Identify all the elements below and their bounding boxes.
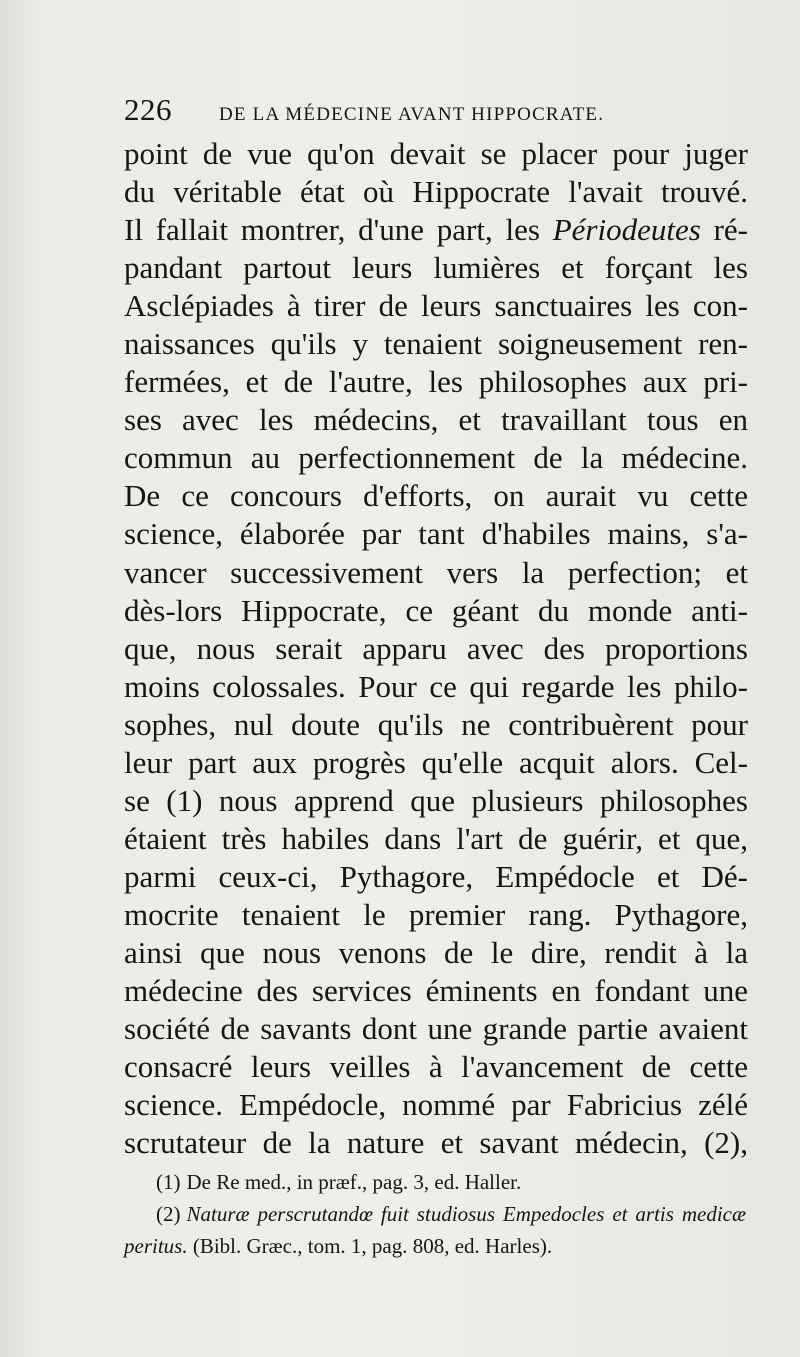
footnote-2 xyxy=(124,1198,748,1230)
text-run: ré- xyxy=(700,212,748,248)
footnote-reference: (Bibl. Græc., tom. 1, pag. 808, ed. Harles). xyxy=(187,1234,553,1258)
text-line: parmi ceux-ci, Pythagore, Empédocle et Dé- xyxy=(124,858,748,894)
footnote-italic-quote: Naturæ perscrutandœ fuit studiosus Empedocles et artis medicæ xyxy=(186,1202,746,1226)
text-line: sophes, nul doute qu'ils ne contribuèrent pour xyxy=(124,706,748,742)
page-header xyxy=(124,92,764,132)
text-line: De ce concours d'efforts, on aurait vu cette xyxy=(124,478,748,514)
text-line: commun au perfectionnement de la médecine. xyxy=(124,440,748,476)
text-line xyxy=(124,211,748,249)
text-line: consacré leurs veilles à l'avancement de cette xyxy=(124,1049,748,1085)
text-line: se (1) nous apprend que plusieurs philosophes xyxy=(124,782,748,818)
footnote-marker: (2) xyxy=(156,1202,181,1226)
italic-term: Périodeutes xyxy=(552,212,701,248)
text-line: médecine des services éminents en fondant une xyxy=(124,973,748,1009)
running-title: DE LA MÉDECINE AVANT HIPPOCRATE. xyxy=(219,104,605,125)
text-line: dès-lors Hippocrate, ce géant du monde anti- xyxy=(124,592,748,628)
text-line: point de vue qu'on devait se placer pour juger xyxy=(124,136,748,171)
footnote-text: De Re med., in præf., pag. 3, ed. Haller. xyxy=(186,1170,522,1194)
text-line: Asclépiades à tirer de leurs sanctuaires les con- xyxy=(124,288,748,324)
text-line: que, nous serait apparu avec des proportions xyxy=(124,630,748,666)
text-line: pandant partout leurs lumières et forçant les xyxy=(124,250,748,286)
footnote-marker: (1) xyxy=(156,1170,181,1194)
footnote-2-continued xyxy=(124,1230,748,1262)
text-line: scrutateur de la nature et savant médecin, (2), xyxy=(124,1125,748,1161)
text-line: étaient très habiles dans l'art de guérir, et que, xyxy=(124,820,748,856)
body-text xyxy=(124,135,748,1162)
text-line: moins colossales. Pour ce qui regarde les philo- xyxy=(124,668,748,704)
footnote-italic-quote: peritus. xyxy=(124,1234,188,1258)
text-line: science. Empédocle, nommé par Fabricius zélé xyxy=(124,1087,748,1123)
text-line: ainsi que nous venons de le dire, rendit à la xyxy=(124,934,748,970)
text-line: mocrite tenaient le premier rang. Pythagore, xyxy=(124,896,748,932)
footnote-1 xyxy=(124,1166,748,1198)
text-run: Il fallait montrer, d'une part, les xyxy=(124,212,553,248)
text-line: du véritable état où Hippocrate l'avait trouvé. xyxy=(124,174,748,210)
footnotes xyxy=(124,1166,748,1262)
text-line: fermées, et de l'autre, les philosophes aux pri- xyxy=(124,364,748,400)
text-line: science, élaborée par tant d'habiles mains, s'a- xyxy=(124,516,748,552)
text-line: ses avec les médecins, et travaillant tous en xyxy=(124,402,748,438)
text-line: naissances qu'ils y tenaient soigneusement ren- xyxy=(124,326,748,362)
text-line: vancer successivement vers la perfection; et xyxy=(124,554,748,590)
text-line: société de savants dont une grande partie avaient xyxy=(124,1011,748,1047)
page-number: 226 xyxy=(124,92,172,127)
text-line: leur part aux progrès qu'elle acquit alors. Cel- xyxy=(124,744,748,780)
